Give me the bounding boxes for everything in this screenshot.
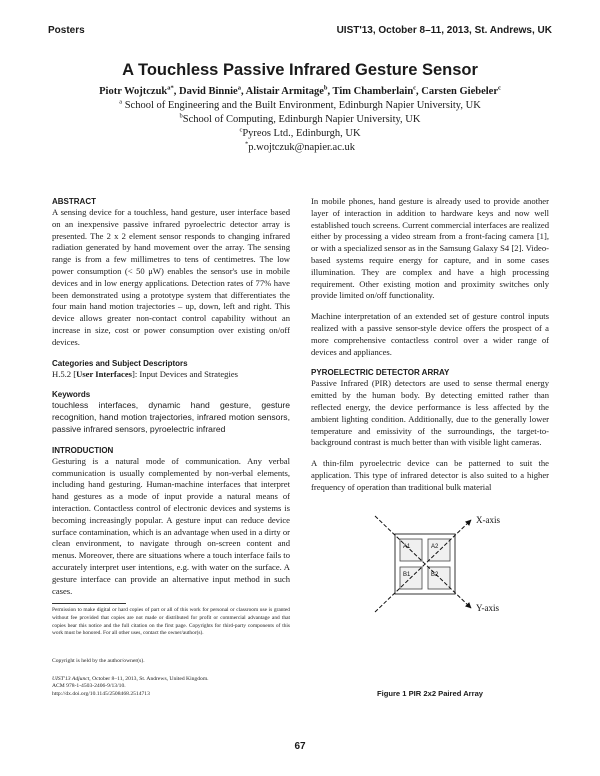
affiliation-mark: c [239,126,243,134]
y-axis-label: Y-axis [476,603,499,613]
email-link[interactable]: p.wojtczuk@napier.ac.uk [248,142,355,153]
section-heading-keywords: Keywords [52,390,91,400]
author-name: Tim Chamberlain [332,86,414,97]
affiliation-text: School of Computing, Edinburgh Napier University, UK [182,114,421,125]
affiliation-text: School of Engineering and the Built Environment, Edinburgh Napier University, UK [124,100,481,111]
left-column [52,196,290,606]
author-mark: a [237,84,241,92]
element-label: A2 [431,544,439,550]
running-header-left: Posters [48,25,85,36]
author-name: Alistair Armitage [245,86,324,97]
author-list: Piotr Wojtczuk$^{a*}$, David Binnie$^a$, Alistair Armitage$^b$, Tim Chamberlain$^c$, Carsten Giebeler$^c$ [99,84,501,97]
affiliation [0,128,600,139]
affiliation [0,142,600,153]
author-name: Piotr Wojtczuk [99,86,168,97]
element-label: B1 [403,572,411,578]
author-name: Carsten Giebeler [421,86,498,97]
element-label: B2 [431,572,439,578]
section-heading-abstract: ABSTRACT [52,197,96,206]
author-name: David Binnie [179,86,238,97]
intro-paragraph-2: In mobile phones, hand gesture is already used to provide another layer of interaction in addition to hardware keys and now well established touch screens. Current commercial interfaces are realized either by processing a video stream from a front-facing camera [1], or with a specialized sensor as in the Samsung Galaxy S4 [2]. Video-based systems require energy for capture, and in some cases illumination. They are complex and have a high processing requirement. Other existing motion and proximity switches only provide limited on/off functionality. [311,196,549,301]
author-mark: b [323,84,328,92]
affiliation [0,114,600,125]
doi-link[interactable]: http://dx.doi.org/10.1145/2508468.2514713 [52,690,150,697]
permission-notice: Permission to make digital or hard copies of part or all of this work for personal or classroom use is granted without fee provided that copies are not made or distributed for profit or commercial advantage and that copies bear this notice and the full citation on the first page. Copyrights for third-party components of this work must be honored. For all other uses, contact the owner/author(s). [52,607,290,637]
affiliation-mark: * [244,140,249,148]
pyro-paragraph-2: A thin-film pyroelectric device can be patterned to suit the application. This type of infrared detector is also suited to a higher frequency of operation than traditional bulk material [311,458,549,492]
x-axis-label: X-axis [476,515,500,525]
footnote-rule [52,603,126,604]
section-heading-pyro: PYROELECTRIC DETECTOR ARRAY [311,368,450,378]
figure-pir-array [357,512,505,624]
running-header-right: UIST'13, October 8–11, 2013, St. Andrews, UK [336,25,552,36]
copyright-line: Copyright is held by the author/owner(s). [52,658,145,664]
affiliation [0,100,600,111]
author-mark: a* [167,84,174,92]
abstract-text: A sensing device for a touchless, hand gesture, user interface based on an inexpensive passive infrared pyroelectric detector array is presented. The 2 x 2 element sensor responds to changing infrared radiation generated by hand movement over the array. The sensing range is from a few millimetres to tens of centimetres. The low power consumption (< 50 μW) enables the sensor's use in mobile devices and in low energy applications. Detection rates of 77% have been demonstrated using a prototype system that differentiates the four main hand motion trajectories – up, down, left and right. This device allows greater non-contact control capability without an increase in size, cost or power consumption over existing on/off devices. [52,207,290,347]
right-column [311,196,549,503]
page-number: 67 [294,741,306,752]
figure-caption: Figure 1 PIR 2x2 Paired Array [376,689,484,698]
affiliation-mark: b [179,112,183,120]
acm-line: ACM 978-1-4503-2406-9/13/10. [52,683,126,690]
paper-title: A Touchless Passive Infrared Gesture Sensor [122,61,478,79]
affiliation-mark: a [119,98,123,106]
author-mark: c [497,84,501,92]
categories-text: H.5.2 [User Interfaces]: Input Devices and Strategies [52,368,238,379]
intro-paragraph-1: Gesturing is a natural mode of communication. Any verbal communication is usually complemented by non-verbal elements, including hand gesturing. Human-machine interfaces that interpret hand gestures as a mode of input provide a natural means of interaction. Contactless control of electronic devices and systems is becoming increasingly popular. A gesture input can reduce device surface contamination, which is an advantage when used in a dirty or clean environment, to navigate through on-screen content and menus. Moreover, there are situations where a touch interface fails to accurately interpret user intentions, e.g. with water on the surface. A gesture interface can provide an alternative input method in such cases. [52,455,290,596]
section-heading-introduction: INTRODUCTION [52,445,114,455]
conference-info: UIST'13 Adjunct, October 8–11, 2013, St. Andrews, United Kingdom. ACM 978-1-4503-2406-9/13/10. http://dx.doi.org/10.1145/2508468.2514713 [52,676,290,698]
pyro-paragraph-1: Passive Infrared (PIR) detectors are used to sense thermal energy emitted by the human body. By detecting emitted rather than reflected energy, the device performance is less affected by the ambient lighting condition. Additionally, due to the generally lower temperature and emissivity of the surroundings, the target-to-background contrast is much better than with visible light cameras. [311,378,549,448]
affiliation-text: Pyreos Ltd., Edinburgh, UK [242,128,361,139]
element-label: A1 [403,544,411,550]
keywords-text: touchless interfaces, dynamic hand gesture, gesture recognition, hand motion trajectories, infrared motion sensors, passive infrared sensors, pyroelectric infrared [52,400,290,434]
author-mark: c [413,84,417,92]
section-heading-categories: Categories and Subject Descriptors [52,358,188,368]
intro-paragraph-3: Machine interpretation of an extended set of gesture control inputs realized with a passive sensor-style device offers the prospect of a more comprehensive contactless control over a wider range of devices and appliances. [311,311,549,357]
